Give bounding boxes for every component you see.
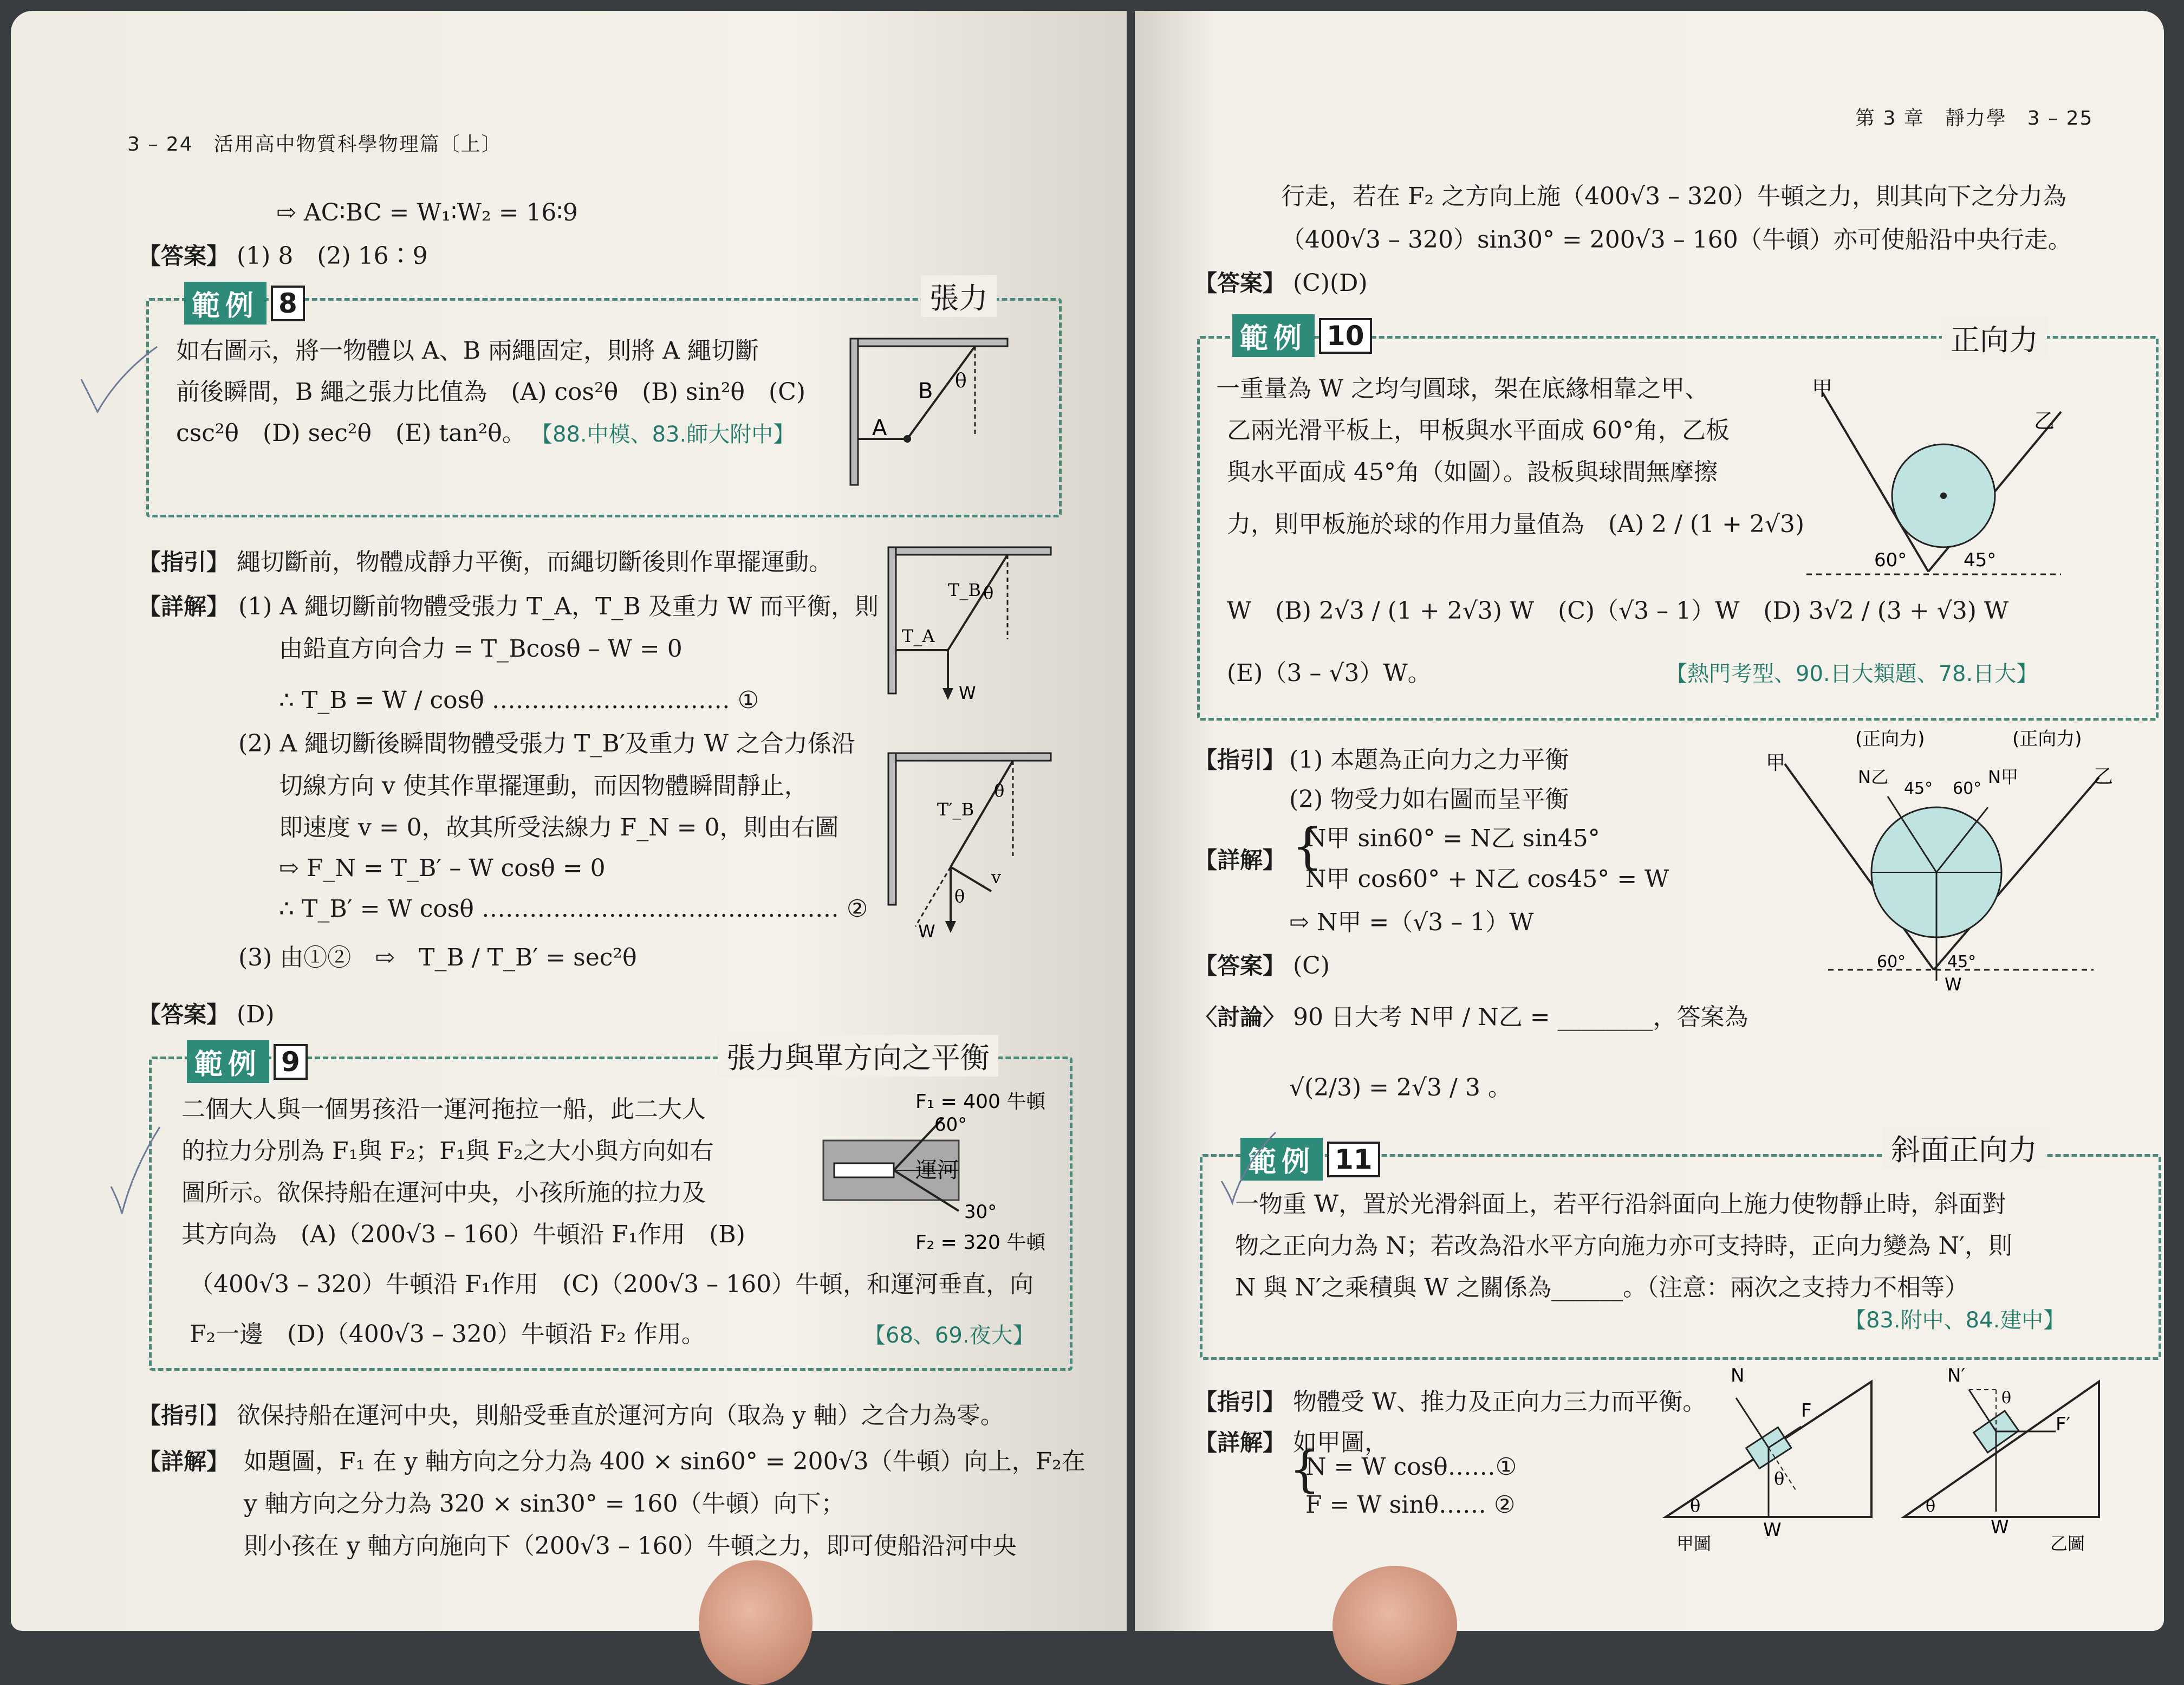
- ex9-figure: [818, 1086, 1056, 1265]
- right-page: [1135, 11, 2164, 1631]
- ex10-source: 【熱門考型、90.日大類題、78.日大】: [1666, 662, 2038, 686]
- fig-label-f: F: [1801, 1400, 1812, 1422]
- detail10-line-1: N甲 sin60° = N乙 sin45°: [1305, 825, 1600, 852]
- detail8-line-5: 切線方向 v 使其作單擺運動，而因物體瞬間靜止，: [279, 772, 808, 800]
- detail11-line-1: N = W cosθ……①: [1305, 1453, 1517, 1481]
- guide10-line-2: (2) 物受力如右圖而呈平衡: [1289, 786, 1569, 813]
- ex11-line-3: N 與 N′之乘積與 W 之關係為______。（注意：兩次之支持力不相等）: [1235, 1274, 1969, 1301]
- brace: {: [1292, 818, 1323, 875]
- left-page: [11, 11, 1127, 1631]
- example-number: 8: [271, 286, 305, 321]
- fig-label-b: B: [918, 379, 933, 404]
- detail-tag: 【詳解】: [138, 593, 230, 620]
- ex10-line-6: (E)（3 – √3）W。: [1227, 659, 1432, 687]
- detail8-line-3: ∴ T_B = W / cosθ ………………………… ①: [279, 686, 759, 714]
- fig-label-jia: 甲: [1766, 752, 1786, 774]
- fig-label-theta-2: θ: [954, 886, 965, 906]
- detail-tag: 【詳解】: [1194, 1429, 1286, 1456]
- fig-label-60b: 60°: [1877, 952, 1906, 971]
- fig-label-yi: 乙: [2094, 766, 2114, 788]
- answer-text: (1) 8 (2) 16∶9: [237, 242, 428, 270]
- detail-tag: 【詳解】: [138, 1448, 230, 1475]
- fig-label-f2: F₂ = 320 牛頓: [915, 1232, 1046, 1254]
- ex10-line-2: 乙兩光滑平板上，甲板與水平面成 60°角，乙板: [1227, 417, 1730, 444]
- detail10-line-2: N甲 cos60° + N乙 cos45° = W: [1305, 865, 1669, 893]
- answer-tag: 【答案】: [138, 243, 230, 269]
- example-10-topic: 正向力: [1942, 317, 2047, 359]
- fig-label-w: W: [959, 683, 976, 703]
- ex10-line-1: 一重量為 W 之均勻圓球，架在底緣相靠之甲、: [1216, 375, 1709, 403]
- fig-label-theta: θ: [2001, 1389, 2012, 1408]
- detail8-figure-1: [883, 542, 1062, 704]
- fig-label-tb: T′_B: [937, 799, 974, 820]
- detail-11-text: 如甲圖，: [1293, 1429, 1389, 1456]
- ex8-line-1: 如右圖示，將一物體以 A、B 兩繩固定，則將 A 繩切斷: [176, 337, 759, 365]
- ex9-line-2: 的拉力分別為 F₁與 F₂；F₁與 F₂之大小與方向如右: [181, 1137, 714, 1165]
- fig-label-w: W: [1763, 1519, 1782, 1541]
- ex10-line-5: W (B) 2√3 / (1 + 2√3) W (C)（√3 – 1）W (D) 3√2 / (3 + √3) W: [1227, 597, 2009, 625]
- right-page-header: 第 3 章 靜力學 3 – 25: [1855, 107, 2094, 129]
- guide-9-text: 欲保持船在運河中央，則船受垂直於運河方向（取為 y 軸）之合力為零。: [237, 1402, 1004, 1429]
- fig-label-30: 30°: [964, 1201, 997, 1223]
- fig-label-60: 60°: [1874, 549, 1907, 571]
- fig-label-n: N: [1731, 1365, 1745, 1386]
- guide10-line-1: (1) 本題為正向力之力平衡: [1289, 746, 1569, 774]
- guide-tag: 【指引】: [138, 1402, 230, 1429]
- fig-label-45b: 45°: [1947, 952, 1977, 971]
- detail10-line-3: ⇨ N甲 =（√3 – 1）W: [1289, 909, 1534, 936]
- answer-tag: 【答案】: [1194, 952, 1286, 979]
- fig-label-theta: θ: [1690, 1495, 1701, 1516]
- example-number: 11: [1327, 1142, 1380, 1177]
- cont-line-1: 行走，若在 F₂ 之方向上施（400√3 – 320）牛頓之力，則其向下之分力為: [1281, 183, 2067, 210]
- fig-label-theta: θ: [983, 582, 994, 603]
- answer-10-text: (C): [1293, 952, 1330, 980]
- fig-label-60: 60°: [934, 1114, 967, 1136]
- pencil-check: [1216, 1127, 1281, 1208]
- ex11-line-1: 一物重 W，置於光滑斜面上，若平行沿斜面向上施力使物靜止時，斜面對: [1235, 1190, 2006, 1218]
- fig-label-zx1: (正向力): [1855, 728, 1925, 750]
- pencil-check: [106, 1122, 171, 1219]
- detail8-line-6: 即速度 v = 0，故其所受法線力 F_N = 0，則由右圖: [279, 814, 839, 841]
- detail8-line-8: ∴ T_B′ = W cosθ ……………………………………… ②: [279, 895, 868, 923]
- ex10-figure: [1806, 363, 2088, 591]
- ex10-line-3: 與水平面成 45°角（如圖）。設板與球間無摩擦: [1227, 458, 1718, 486]
- fig-label-theta-2: θ: [1774, 1468, 1785, 1489]
- detail9-line-2: y 軸方向之分力為 320 × sin30° = 160（牛頓）向下；: [244, 1490, 845, 1518]
- ex9-line-5: （400√3 – 320）牛頓沿 F₁作用 (C)（200√3 – 160）牛頓，和運河垂直，向: [190, 1271, 1034, 1298]
- ex9-source: 【68、69.夜大】: [864, 1323, 1035, 1348]
- example-label: 範例: [1232, 314, 1315, 357]
- ex11-figure-jia: [1655, 1355, 1882, 1555]
- detail8-line-7: ⇨ F_N = T_B′ – W cosθ = 0: [279, 854, 606, 882]
- pencil-check: [76, 341, 162, 423]
- fig-label-theta: θ: [994, 780, 1005, 801]
- ex10-line-4: 力，則甲板施於球的作用力量值為 (A) 2 / (1 + 2√3): [1227, 510, 1805, 538]
- answer-tag: 【答案】: [1194, 270, 1286, 296]
- example-10-badge: [1232, 314, 1372, 357]
- fig-label-tb: T_B: [948, 580, 981, 600]
- fig-label-theta-2: θ: [1926, 1497, 1936, 1516]
- fig-label-jia: 甲: [1812, 377, 1833, 400]
- guide-11-text: 物體受 W、推力及正向力三力而平衡。: [1293, 1388, 1707, 1416]
- ex8-figure: [845, 328, 1029, 490]
- detail-tag: 【詳解】: [1194, 847, 1286, 873]
- discuss-result: √(2/3) = 2√3 / 3 。: [1289, 1074, 1512, 1101]
- fig-label-nz: N乙: [1858, 767, 1888, 787]
- discuss-tag: 〈討論〉: [1194, 1004, 1286, 1031]
- guide-tag: 【指引】: [1194, 1389, 1286, 1415]
- detail8-line-4: (2) A 繩切斷後瞬間物體受張力 T_B′及重力 W 之合力係沿: [238, 730, 855, 757]
- fig-label-ta: T_A: [902, 626, 935, 646]
- fig-label-nj: N甲: [1988, 767, 2018, 787]
- fig-label-yi: 乙: [2034, 409, 2055, 433]
- ex8-line-2: 前後瞬間，B 繩之張力比值為 (A) cos²θ (B) sin²θ (C): [176, 378, 806, 406]
- example-8-badge: [184, 282, 305, 325]
- left-page-header: 3 – 24 活用高中物質科學物理篇〔上〕: [127, 133, 502, 155]
- ex11-figure-yi: [1893, 1349, 2110, 1555]
- fig-label-zx2: (正向力): [2012, 728, 2082, 750]
- example-11-topic: 斜面正向力: [1882, 1127, 2046, 1169]
- guide-8-text: 繩切斷前，物體成靜力平衡，而繩切斷後則作單擺運動。: [237, 548, 833, 576]
- fig-label-n2: N′: [1947, 1365, 1966, 1386]
- ex11-line-2: 物之正向力為 N；若改為沿水平方向施力亦可支持時，正向力變為 N′，則: [1235, 1232, 2012, 1260]
- fig-label-canal: 運河: [915, 1158, 959, 1183]
- fig-label-60: 60°: [1953, 779, 1982, 798]
- detail8-figure-2: [883, 748, 1062, 943]
- fig-caption-jia: 甲圖: [1676, 1533, 1712, 1554]
- detail8-line-2: 由鉛直方向合力 = T_Bcosθ – W = 0: [279, 635, 682, 663]
- fig-label-w: W: [1991, 1516, 2009, 1538]
- fig-caption-yi: 乙圖: [2050, 1533, 2085, 1554]
- detail11-line-2: F = W sinθ…… ②: [1305, 1491, 1516, 1519]
- detail10-figure: [1741, 721, 2121, 991]
- detail8-line-9: (3) 由①② ⇨ T_B / T_B′ = sec²θ: [238, 944, 637, 971]
- answer-9-text: (C)(D): [1293, 269, 1368, 297]
- thumb-left: [699, 1560, 812, 1685]
- example-9-badge: [187, 1040, 308, 1083]
- fig-label-theta: θ: [955, 370, 967, 392]
- fig-label-w: W: [918, 921, 935, 942]
- answer-tag: 【答案】: [138, 1001, 230, 1028]
- thumb-right: [1332, 1566, 1457, 1685]
- fig-label-w: W: [1945, 974, 1962, 991]
- guide-tag: 【指引】: [1194, 747, 1286, 773]
- ex8-line-3: csc²θ (D) sec²θ (E) tan²θ。: [176, 419, 526, 447]
- example-number: 10: [1319, 318, 1372, 354]
- fig-label-45: 45°: [1964, 549, 1997, 571]
- fig-label-f2: F′: [2056, 1414, 2071, 1435]
- fig-label-45: 45°: [1904, 779, 1933, 798]
- ex9-line-4: 其方向為 (A)（200√3 – 160）牛頓沿 F₁作用 (B): [181, 1221, 745, 1248]
- discuss-text: 90 日大考 N甲 / N乙 = ________，答案為: [1293, 1003, 1748, 1031]
- detail9-line-1: 如題圖，F₁ 在 y 軸方向之分力為 400 × sin60° = 200√3（牛頓）向上，F₂在: [244, 1448, 1086, 1475]
- detail8-line-1: (1) A 繩切斷前物體受張力 T_A，T_B 及重力 W 而平衡，則: [238, 593, 879, 620]
- example-8-topic: 張力: [921, 275, 997, 317]
- ex9-line-1: 二個大人與一個男孩沿一運河拖拉一船，此二大人: [181, 1096, 706, 1123]
- example-label: 範例: [184, 282, 266, 325]
- ex8-source: 【88.中模、83.師大附中】: [531, 422, 795, 447]
- example-number: 9: [274, 1044, 308, 1080]
- brace: {: [1289, 1441, 1321, 1498]
- example-label: 範例: [1240, 1138, 1323, 1181]
- ex9-line-6: F₂一邊 (D)（400√3 – 320）牛頓沿 F₂ 作用。: [190, 1320, 705, 1348]
- fig-label-f1: F₁ = 400 牛頓: [915, 1091, 1046, 1113]
- cont-line-2: （400√3 – 320）sin30° = 200√3 – 160（牛頓）亦可使船沿中央行走。: [1281, 226, 2072, 254]
- detail9-line-3: 則小孩在 y 軸方向施向下（200√3 – 160）牛頓之力，即可使船沿河中央: [244, 1532, 1017, 1560]
- ratio-line: ⇨ AC∶BC = W₁∶W₂ = 16∶9: [276, 199, 578, 226]
- example-9-topic: 張力與單方向之平衡: [718, 1035, 998, 1077]
- ex11-source: 【83.附中、84.建中】: [1844, 1308, 2065, 1333]
- answer-8-text: (D): [237, 1001, 275, 1028]
- fig-label-v: v: [991, 867, 1002, 887]
- fig-label-a: A: [872, 416, 887, 440]
- ex9-line-3: 圖所示。欲保持船在運河中央，小孩所施的拉力及: [181, 1179, 706, 1207]
- guide-tag: 【指引】: [138, 549, 230, 575]
- example-label: 範例: [187, 1040, 269, 1083]
